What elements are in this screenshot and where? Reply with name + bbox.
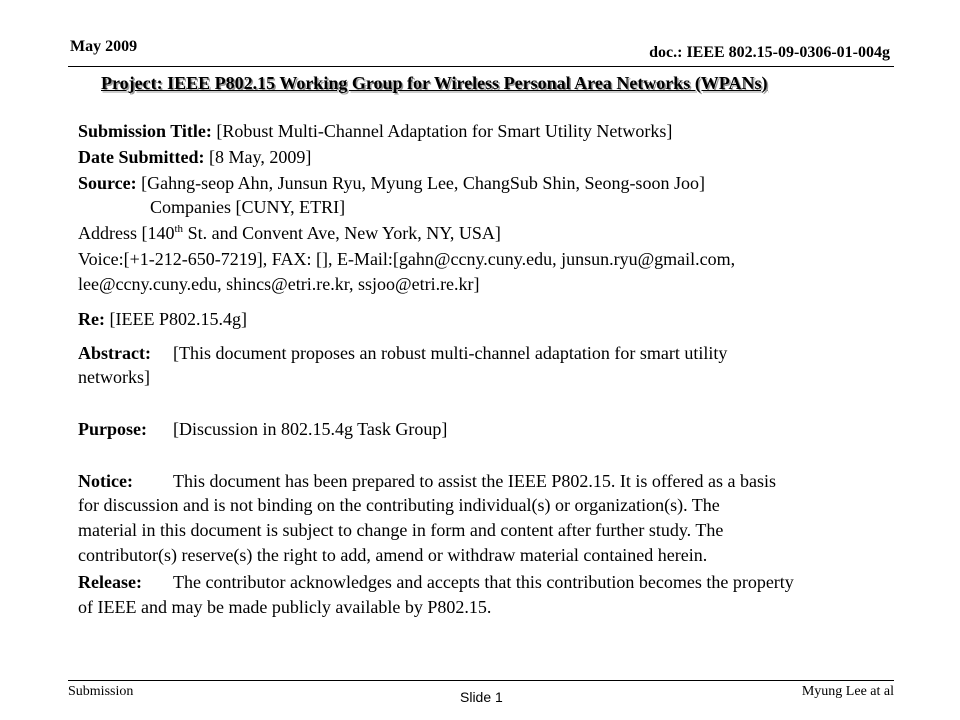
abstract-label: Abstract: <box>78 343 151 363</box>
companies-line: Companies [CUNY, ETRI] <box>150 197 346 217</box>
purpose-label: Purpose: <box>78 419 147 439</box>
header-date: May 2009 <box>70 38 138 55</box>
project-title: Project: IEEE P802.15 Working Group for Wireless Personal Area Networks (WPANs) <box>101 73 768 93</box>
slide-number: Slide 1 <box>460 689 503 705</box>
abstract-line <box>78 342 727 364</box>
notice-text-1: This document has been prepared to assist the IEEE P802.15. It is offered as a basis <box>173 471 777 491</box>
address-pre: Address [140 <box>78 223 175 243</box>
address-sup: th <box>174 223 184 235</box>
re-label: Re: <box>78 309 105 329</box>
release-label: Release: <box>78 572 142 592</box>
submission-title-label: Submission Title: <box>78 121 212 141</box>
footer-submission: Submission <box>68 684 134 699</box>
header-divider <box>68 66 894 67</box>
address-line <box>78 222 501 244</box>
notice-line-4: contributor(s) reserve(s) the right to add, amend or withdraw material contained herein. <box>78 545 708 565</box>
footer-divider <box>68 680 894 681</box>
source-value: [Gahng-seop Ahn, Junsun Ryu, Myung Lee, ChangSub Shin, Seong-soon Joo] <box>141 173 705 193</box>
footer-author: Myung Lee at al <box>801 684 894 699</box>
submission-title-value: [Robust Multi-Channel Adaptation for Smart Utility Networks] <box>216 121 673 141</box>
address-post: St. and Convent Ave, New York, NY, USA] <box>183 223 501 243</box>
date-submitted-value: [8 May, 2009] <box>209 147 312 167</box>
date-submitted-label: Date Submitted: <box>78 147 205 167</box>
submission-title-line <box>78 120 672 142</box>
notice-label: Notice: <box>78 471 133 491</box>
notice-line-3: material in this document is subject to change in form and content after further study. The <box>78 520 724 540</box>
document-id: doc.: IEEE 802.15-09-0306-01-004g <box>649 44 890 61</box>
contact-email-line: lee@ccny.cuny.edu, shincs@etri.re.kr, ssjoo@etri.re.kr] <box>78 274 480 294</box>
date-submitted-line <box>78 146 311 168</box>
release-line-1 <box>78 571 794 593</box>
notice-line-1 <box>78 470 776 492</box>
purpose-line <box>78 418 447 440</box>
source-line <box>78 172 705 194</box>
purpose-value: [Discussion in 802.15.4g Task Group] <box>173 419 448 439</box>
re-line <box>78 308 247 330</box>
notice-line-2: for discussion and is not binding on the contributing individual(s) or organization(s). The <box>78 495 720 515</box>
release-line-2: of IEEE and may be made publicly available by P802.15. <box>78 597 492 617</box>
abstract-continued: networks] <box>78 367 150 387</box>
release-text-1: The contributor acknowledges and accepts that this contribution becomes the property <box>173 572 794 592</box>
re-value: [IEEE P802.15.4g] <box>109 309 247 329</box>
contact-voice-line: Voice:[+1-212-650-7219], FAX: [], E-Mail:[gahn@ccny.cuny.edu, junsun.ryu@gmail.com, <box>78 249 736 269</box>
source-label: Source: <box>78 173 137 193</box>
abstract-value: [This document proposes an robust multi-channel adaptation for smart utility <box>173 343 728 363</box>
